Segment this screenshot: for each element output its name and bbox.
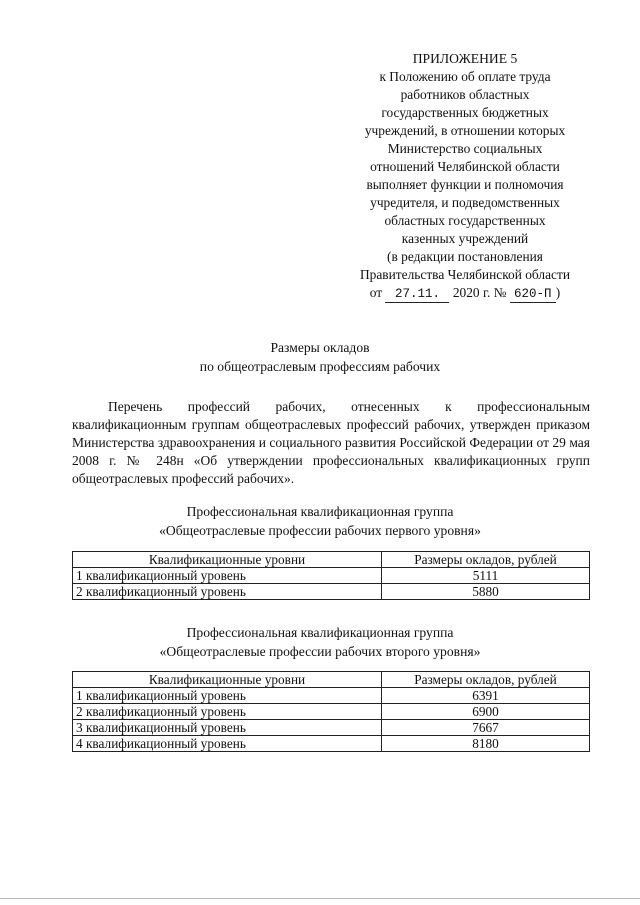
date-value: 27.11.: [385, 287, 449, 303]
appendix-line: отношений Челябинской области: [370, 159, 560, 174]
salary-cell: 6900: [382, 704, 590, 720]
table-row: [73, 568, 590, 584]
appendix-line: учреждений, в отношении которых: [364, 123, 566, 138]
table-row: [73, 736, 590, 752]
appendix-line: (в редакции постановления: [387, 249, 543, 264]
salary-cell: 6391: [382, 688, 590, 704]
column-header-salary: Размеры окладов, рублей: [382, 672, 590, 688]
heading-line-2: по общеотраслевым профессиям рабочих: [199, 359, 441, 374]
salary-cell: 8180: [382, 736, 590, 752]
appendix-line: к Положению об оплате труда: [379, 69, 551, 84]
table-row: [73, 688, 590, 704]
appendix-line: учредителя, и подведомственных: [370, 195, 560, 210]
level-cell: 2 квалификационный уровень: [73, 704, 382, 720]
level-cell: 2 квалификационный уровень: [73, 584, 382, 600]
table-row: [73, 584, 590, 600]
table-header-row: [73, 672, 590, 688]
table-row: [73, 720, 590, 736]
group-2-table: [72, 671, 590, 752]
salary-cell: 5111: [382, 568, 590, 584]
salary-cell: 5880: [382, 584, 590, 600]
heading-line-1: Размеры окладов: [270, 340, 370, 355]
group-1-table: [72, 551, 590, 600]
page-bottom-divider: [0, 898, 640, 899]
appendix-title: ПРИЛОЖЕНИЕ 5: [412, 51, 518, 66]
group-title-line-2: «Общеотраслевые профессии рабочих первого уровня»: [159, 523, 481, 538]
appendix-line: государственных бюджетных: [381, 105, 549, 120]
level-cell: 1 квалификационный уровень: [73, 688, 382, 704]
group-title-line-1: Профессиональная квалификационная группа: [186, 504, 454, 519]
column-header-levels: Квалификационные уровни: [73, 552, 382, 568]
appendix-line: выполняет функции и полномочия: [366, 177, 564, 192]
level-cell: 3 квалификационный уровень: [73, 720, 382, 736]
group-2-title: [0, 623, 640, 661]
appendix-block: [334, 50, 596, 303]
column-header-levels: Квалификационные уровни: [73, 672, 382, 688]
appendix-line: Министерство социальных: [387, 141, 543, 156]
group-1-title: [0, 502, 640, 540]
year-text: 2020 г. №: [452, 285, 507, 300]
table-row: [73, 704, 590, 720]
appendix-line: казенных учреждений: [401, 231, 529, 246]
page-heading: [0, 338, 640, 376]
appendix-line: Правительства Челябинской области: [360, 267, 570, 282]
document-number: 620-П: [510, 287, 556, 303]
closing-paren: ): [555, 285, 561, 300]
group-title-line-1: Профессиональная квалификационная группа: [186, 625, 454, 640]
level-cell: 1 квалификационный уровень: [73, 568, 382, 584]
level-cell: 4 квалификационный уровень: [73, 736, 382, 752]
appendix-line: работников областных: [400, 87, 530, 102]
intro-paragraph: Перечень профессий рабочих, отнесенных к профессиональным квалификационным группам общеотраслевых профессий рабочих, утвержден приказом Министерства здравоохранения и социального развития Российской Федерации от 29 мая 2008 г. № 248н «Об утверждении профессиональных квалификационных групп общеотраслевых профессий рабочих».: [72, 399, 590, 486]
salary-cell: 7667: [382, 720, 590, 736]
appendix-line: областных государственных: [384, 213, 546, 228]
date-prefix: от: [369, 285, 383, 300]
appendix-dateline: [334, 284, 596, 303]
column-header-salary: Размеры окладов, рублей: [382, 552, 590, 568]
table-header-row: [73, 552, 590, 568]
group-title-line-2: «Общеотраслевые профессии рабочих второго уровня»: [159, 644, 481, 659]
